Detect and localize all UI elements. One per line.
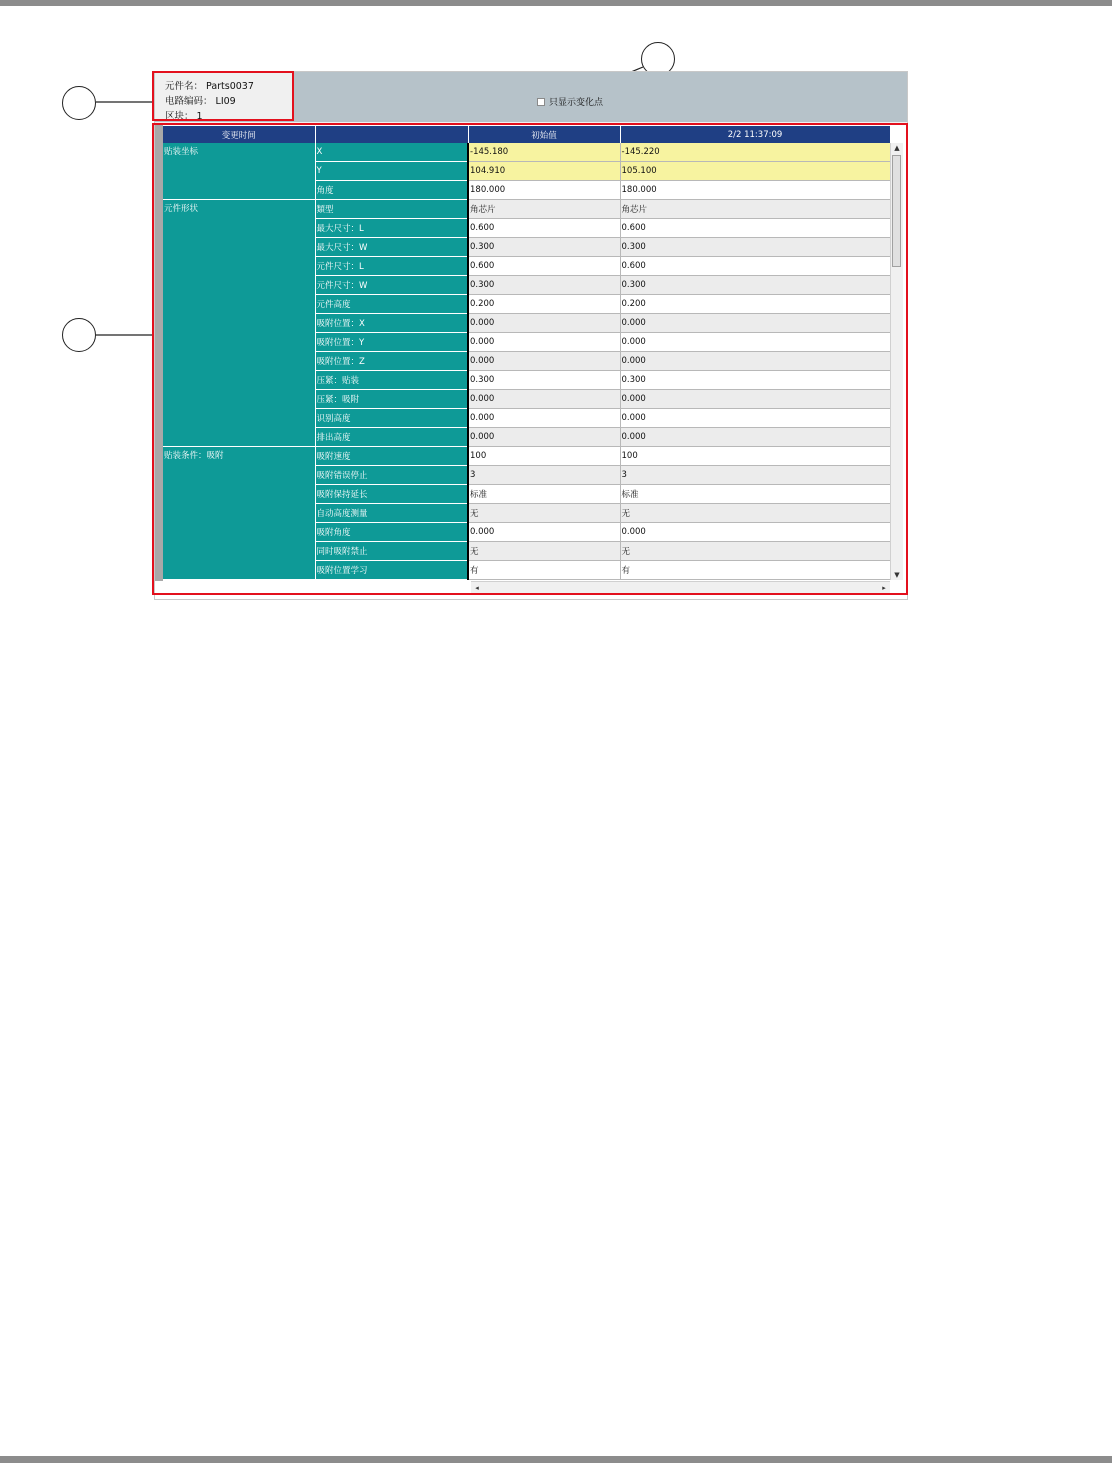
part-name-label: 元件名： Parts0037	[165, 81, 254, 92]
property-cell[interactable]: 最大尺寸：L	[315, 219, 468, 238]
circuit-code-label: 电路编码： LI09	[165, 96, 236, 107]
category-cell: 贴装条件：吸附	[163, 447, 315, 580]
initial-value-cell[interactable]: 0.300	[468, 276, 620, 295]
property-cell[interactable]: 排出高度	[315, 428, 468, 447]
property-cell[interactable]: 吸附速度	[315, 447, 468, 466]
changed-value-cell[interactable]: 0.200	[620, 295, 890, 314]
changed-value-cell[interactable]: 0.600	[620, 219, 890, 238]
initial-value-cell[interactable]: -145.180	[468, 143, 620, 162]
changed-value-cell[interactable]: 0.300	[620, 276, 890, 295]
initial-value-cell[interactable]: 有	[468, 561, 620, 580]
property-cell[interactable]: Y	[315, 162, 468, 181]
changed-value-cell[interactable]: 3	[620, 466, 890, 485]
changed-value-cell[interactable]: 180.000	[620, 181, 890, 200]
changed-value-cell[interactable]: 0.000	[620, 314, 890, 333]
callout-circle-1	[62, 86, 96, 120]
initial-value-cell[interactable]: 角芯片	[468, 200, 620, 219]
up-arrow-icon[interactable]: ▲	[894, 144, 900, 152]
property-cell[interactable]: 元件尺寸：W	[315, 276, 468, 295]
callout-circle-2	[62, 318, 96, 352]
changed-value-cell[interactable]: -145.220	[620, 143, 890, 162]
down-arrow-icon[interactable]: ▼	[894, 571, 900, 579]
property-cell[interactable]: 吸附位置学习	[315, 561, 468, 580]
property-cell[interactable]: 類型	[315, 200, 468, 219]
changed-value-cell[interactable]: 标准	[620, 485, 890, 504]
show-changes-only-checkbox[interactable]	[537, 95, 603, 108]
category-cell: 元件形状	[163, 200, 315, 447]
changed-value-cell[interactable]: 0.000	[620, 409, 890, 428]
changed-value-cell[interactable]: 有	[620, 561, 890, 580]
initial-value-cell[interactable]: 0.000	[468, 314, 620, 333]
initial-value-cell[interactable]: 0.000	[468, 352, 620, 371]
initial-value-cell[interactable]: 无	[468, 504, 620, 523]
category-cell: 贴装坐标	[163, 143, 315, 200]
changed-value-cell[interactable]: 0.000	[620, 390, 890, 409]
changed-value-cell[interactable]: 0.000	[620, 523, 890, 542]
initial-value-cell[interactable]: 100	[468, 447, 620, 466]
initial-value-cell[interactable]: 0.200	[468, 295, 620, 314]
changed-value-cell[interactable]: 0.300	[620, 238, 890, 257]
changed-value-cell[interactable]: 0.000	[620, 352, 890, 371]
show-changes-only-label: 只显示变化点	[549, 98, 604, 108]
initial-value-cell[interactable]: 0.300	[468, 371, 620, 390]
initial-value-cell[interactable]: 0.000	[468, 333, 620, 352]
changed-value-cell[interactable]: 0.000	[620, 428, 890, 447]
initial-value-cell[interactable]: 0.300	[468, 238, 620, 257]
changed-value-cell[interactable]: 无	[620, 504, 890, 523]
property-cell[interactable]: 识别高度	[315, 409, 468, 428]
right-arrow-icon[interactable]: ▸	[882, 584, 886, 592]
property-cell[interactable]: 元件尺寸：L	[315, 257, 468, 276]
highlight-info-area	[152, 71, 294, 121]
initial-value-cell[interactable]: 0.000	[468, 390, 620, 409]
property-cell[interactable]: 压紧：吸附	[315, 390, 468, 409]
initial-value-cell[interactable]: 0.000	[468, 409, 620, 428]
changed-value-cell[interactable]: 100	[620, 447, 890, 466]
property-cell[interactable]: 元件高度	[315, 295, 468, 314]
changed-value-cell[interactable]: 0.300	[620, 371, 890, 390]
property-cell[interactable]: 最大尺寸：W	[315, 238, 468, 257]
property-cell[interactable]: 吸附角度	[315, 523, 468, 542]
initial-value-cell[interactable]: 无	[468, 542, 620, 561]
property-cell[interactable]: 吸附位置：Y	[315, 333, 468, 352]
property-cell[interactable]: 自动高度测量	[315, 504, 468, 523]
property-cell[interactable]: 角度	[315, 181, 468, 200]
highlight-grid-area	[152, 123, 908, 595]
changed-value-cell[interactable]: 105.100	[620, 162, 890, 181]
initial-value-cell[interactable]: 104.910	[468, 162, 620, 181]
changed-value-cell[interactable]: 0.000	[620, 333, 890, 352]
property-cell[interactable]: X	[315, 143, 468, 162]
property-cell[interactable]: 压紧：贴装	[315, 371, 468, 390]
initial-value-cell[interactable]: 0.600	[468, 257, 620, 276]
changed-value-cell[interactable]: 0.600	[620, 257, 890, 276]
header-change-time[interactable]: 变更时间	[163, 126, 315, 143]
initial-value-cell[interactable]: 0.000	[468, 523, 620, 542]
initial-value-cell[interactable]: 3	[468, 466, 620, 485]
initial-value-cell[interactable]: 0.600	[468, 219, 620, 238]
initial-value-cell[interactable]: 180.000	[468, 181, 620, 200]
left-arrow-icon[interactable]: ◂	[475, 584, 479, 592]
property-cell[interactable]: 同时吸附禁止	[315, 542, 468, 561]
initial-value-cell[interactable]: 0.000	[468, 428, 620, 447]
property-cell[interactable]: 吸附错误停止	[315, 466, 468, 485]
property-cell[interactable]: 吸附位置：Z	[315, 352, 468, 371]
initial-value-cell[interactable]: 标准	[468, 485, 620, 504]
property-cell[interactable]: 吸附位置：X	[315, 314, 468, 333]
block-label: 区块： 1	[165, 111, 203, 122]
header-initial-value[interactable]: 初始值	[468, 126, 620, 143]
changed-value-cell[interactable]: 角芯片	[620, 200, 890, 219]
page-bottom-bar	[0, 1456, 1112, 1463]
property-cell[interactable]: 吸附保持延长	[315, 485, 468, 504]
header-change-timestamp[interactable]: 2/2 11:37:09	[620, 126, 890, 143]
checkbox-box[interactable]	[537, 98, 545, 106]
changed-value-cell[interactable]: 无	[620, 542, 890, 561]
